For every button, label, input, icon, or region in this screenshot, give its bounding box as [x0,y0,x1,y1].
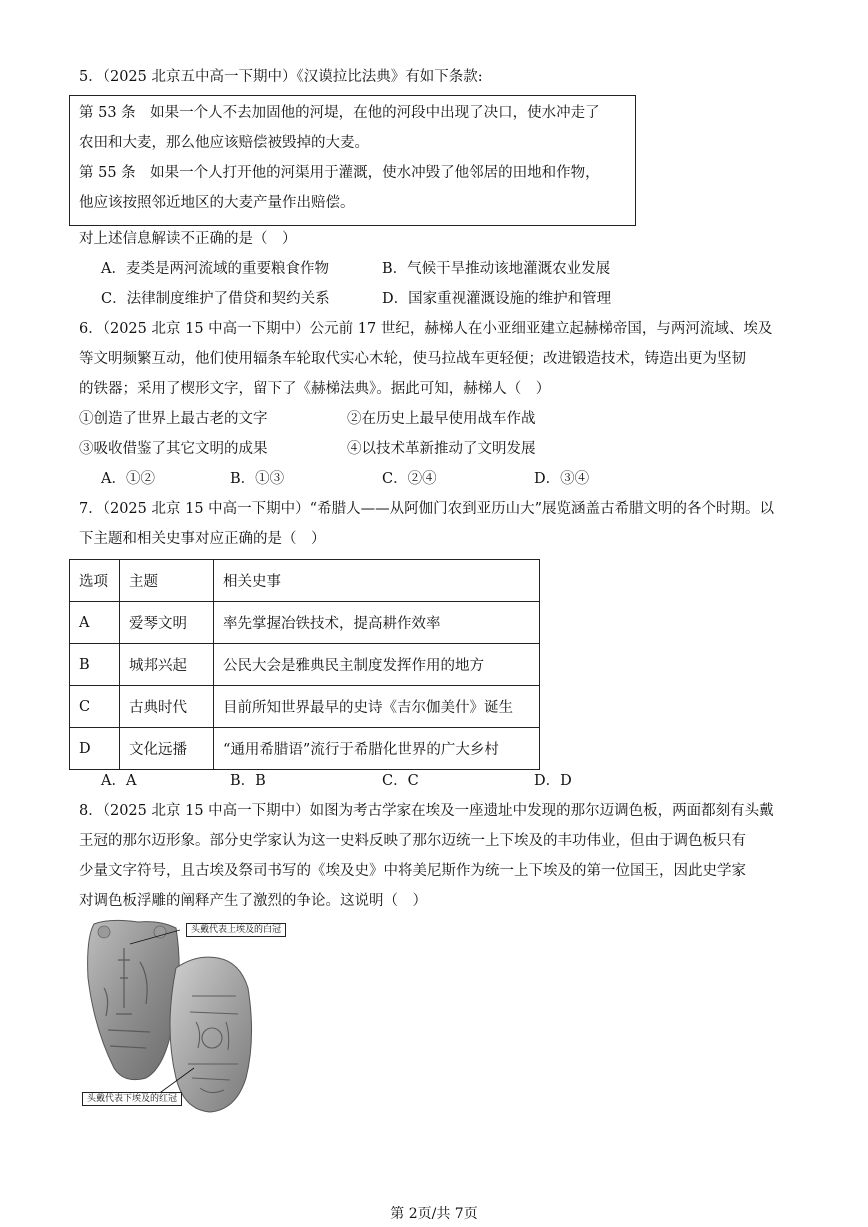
q6-stem-line: 的铁器；采用了楔形文字，留下了《赫梯法典》。据此可知，赫梯人（ ） [79,381,551,397]
caption-red-crown: 头戴代表下埃及的红冠 [82,1092,182,1106]
table-cell: 文化远播 [120,728,214,770]
q7-stem-line: 7．（2025 北京 15 中高一下期中）“希腊人——从阿伽门农到亚历山大”展览涵盖古希腊文明的各个时期。以 [79,501,774,517]
q7-option-c[interactable]: C．C [382,773,419,789]
table-cell: 古典时代 [120,686,214,728]
q7-option-b[interactable]: B．B [230,773,266,789]
table-cell: “通用希腊语”流行于希腊化世界的广大乡村 [214,728,540,770]
table-header-row [70,560,540,602]
table-cell: A [70,602,120,644]
q5-option-b[interactable]: B．气候干旱推动该地灌溉农业发展 [382,261,611,277]
q6-option-b[interactable]: B．①③ [230,471,285,487]
q7-option-d[interactable]: D．D [534,773,572,789]
q8-stem-line: 对调色板浮雕的阐释产生了激烈的争论。这说明（ ） [79,893,427,909]
q5-option-a[interactable]: A．麦类是两河流域的重要粮食作物 [101,261,329,277]
table-cell: D [70,728,120,770]
q6-option-a[interactable]: A．①② [101,471,155,487]
q5-option-d[interactable]: D．国家重视灌溉设施的维护和管理 [382,291,612,307]
table-cell: 率先掌握冶铁技术，提高耕作效率 [214,602,540,644]
q8-stem-line: 8．（2025 北京 15 中高一下期中）如图为考古学家在埃及一座遗址中发现的那尔迈调色板，两面都刻有头戴 [79,803,774,819]
table-header-cell: 相关史事 [214,560,540,602]
q6-option-c[interactable]: C．②④ [382,471,437,487]
table-cell: B [70,644,120,686]
page-number: 第 2页/共 7页 [390,1206,478,1222]
q5-clause-line: 他应该按照邻近地区的大麦产量作出赔偿。 [79,195,355,211]
q6-statement-2: ②在历史上最早使用战车作战 [347,411,536,427]
table-cell: 城邦兴起 [120,644,214,686]
q8-stem-line: 王冠的那尔迈形象。部分史学家认为这一史料反映了那尔迈统一上下埃及的丰功伟业，但由于调色板只有 [79,833,746,849]
q5-stem: 5．（2025 北京五中高一下期中）《汉谟拉比法典》有如下条款: [79,69,483,85]
q6-statement-3: ③吸收借鉴了其它文明的成果 [79,441,268,457]
table-row [70,728,540,770]
table-row [70,686,540,728]
table-cell: 爱琴文明 [120,602,214,644]
table-header-cell: 主题 [120,560,214,602]
q5-clause-line: 第 55 条 如果一个人打开他的河渠用于灌溉，使水冲毁了他邻居的田地和作物， [79,165,600,181]
q6-stem-line: 等文明频繁互动，他们使用辐条车轮取代实心木轮，使马拉战车更轻便；改进锻造技术，铸造出更为坚韧 [79,351,746,367]
q6-stem-line: 6．（2025 北京 15 中高一下期中）公元前 17 世纪，赫梯人在小亚细亚建立起赫梯帝国，与两河流域、埃及 [79,321,773,337]
table-cell: C [70,686,120,728]
table-cell: 公民大会是雅典民主制度发挥作用的地方 [214,644,540,686]
q7-table [69,559,540,770]
caption-white-crown: 头戴代表上埃及的白冠 [186,923,286,937]
q7-option-a[interactable]: A．A [101,773,137,789]
q5-question: 对上述信息解读不正确的是（ ） [79,231,297,247]
table-cell: 目前所知世界最早的史诗《吉尔伽美什》诞生 [214,686,540,728]
q5-clause-line: 第 53 条 如果一个人不去加固他的河堤，在他的河段中出现了决口，使水冲走了 [79,105,600,121]
q6-option-d[interactable]: D．③④ [534,471,590,487]
table-header-cell: 选项 [70,560,120,602]
q7-stem-line: 下主题和相关史事对应正确的是（ ） [79,531,326,547]
caption-pointers [80,918,290,1113]
q6-statement-1: ①创造了世界上最古老的文字 [79,411,268,427]
narmer-palette-figure [80,918,290,1113]
table-row [70,602,540,644]
table-row [70,644,540,686]
q6-statement-4: ④以技术革新推动了文明发展 [347,441,536,457]
q8-stem-line: 少量文字符号，且古埃及祭司书写的《埃及史》中将美尼斯作为统一上下埃及的第一位国王，因此史学家 [79,863,746,879]
q5-clause-line: 农田和大麦，那么他应该赔偿被毁掉的大麦。 [79,135,369,151]
q5-option-c[interactable]: C．法律制度维护了借贷和契约关系 [101,291,330,307]
